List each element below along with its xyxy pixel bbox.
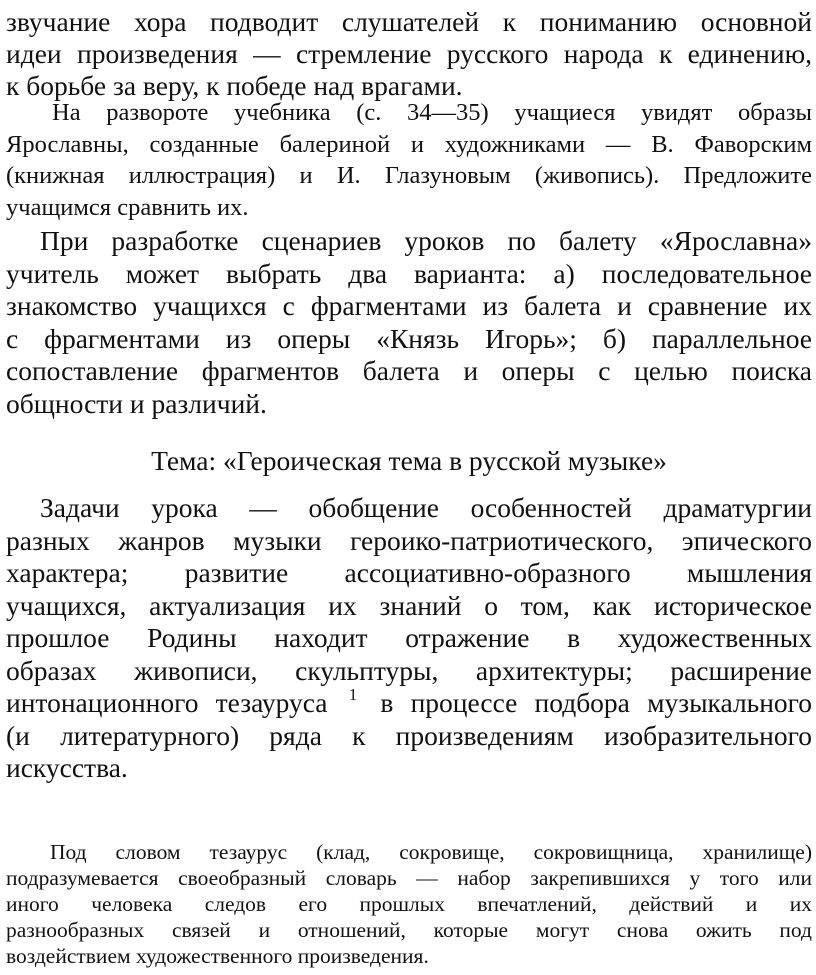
text-line: учитель может выбрать два варианта: а) последовательное: [6, 257, 812, 289]
text-line: идеи произведения — стремление русского народа к единению,: [6, 38, 812, 69]
text-line: искусства.: [6, 752, 128, 783]
footnote-marker: 1: [348, 685, 358, 704]
text-line: с фрагментами из оперы «Князь Игорь»; б) параллельное: [6, 322, 812, 354]
text-line: общности и различий.: [6, 387, 267, 419]
paragraph-1: [6, 6, 812, 102]
footnote-line: подразумевается своеобразный словарь — набор закрепившихся у того или: [6, 866, 812, 890]
footnote-line: Под словом тезаурус (клад, сокровище, сокровищница, хранилище): [50, 840, 812, 864]
paragraph-2: [6, 97, 812, 223]
text-line: прошлое Родины находит отражение в художественных: [6, 622, 812, 653]
text-line: Ярославны, созданные балериной и художниками — В. Фаворским: [6, 130, 812, 158]
text-line: знакомство учащихся с фрагментами из балета и сравнение их: [6, 290, 812, 321]
text-line: звучание хора подводит слушателей к пониманию основной: [6, 6, 812, 37]
text-line: характера; развитие ассоциативно-образного мышления: [6, 557, 812, 588]
text-line: учащихся, актуализация их знаний о том, как историческое: [6, 589, 812, 621]
paragraph-4: [6, 492, 812, 785]
section-heading: Тема: «Героическая тема в русской музыке»: [151, 445, 667, 476]
text-fragment: интонационного тезауруса: [6, 687, 328, 718]
text-line: сопоставление фрагментов балета и оперы с целью поиска: [6, 355, 812, 386]
text-line: (книжная иллюстрация) и И. Глазуновым (живопись). Предложите: [6, 162, 812, 189]
text-line: образах живописи, скульптуры, архитектуры; расширение: [6, 654, 812, 686]
footnote-line: иного человека следов его прошлых впечатлений, действий и их: [6, 892, 812, 916]
text-line: Задачи урока — обобщение особенностей драматургии: [40, 492, 812, 523]
text-line: При разработке сценариев уроков по балету «Ярославна»: [40, 225, 812, 256]
text-line: На развороте учебника (с. 34—35) учащиеся увидят образы: [52, 99, 812, 126]
paragraph-3: [6, 225, 812, 420]
footnote-line: воздействием художественного произведения.: [6, 944, 429, 968]
text-line: (и литературного) ряда к произведениям изобразительного: [6, 719, 812, 751]
footnote: [6, 840, 812, 970]
text-line-with-footnote: [6, 687, 812, 720]
text-fragment: в процессе подбора музыкального: [380, 687, 813, 718]
text-line: к борьбе за веру, к победе над врагами.: [6, 70, 463, 101]
text-line: разных жанров музыки героико-патриотического, эпического: [6, 524, 812, 556]
footnote-line: разнообразных связей и отношений, которые могут снова ожить под: [6, 918, 812, 942]
text-line: учащимся сравнить их.: [6, 193, 249, 221]
